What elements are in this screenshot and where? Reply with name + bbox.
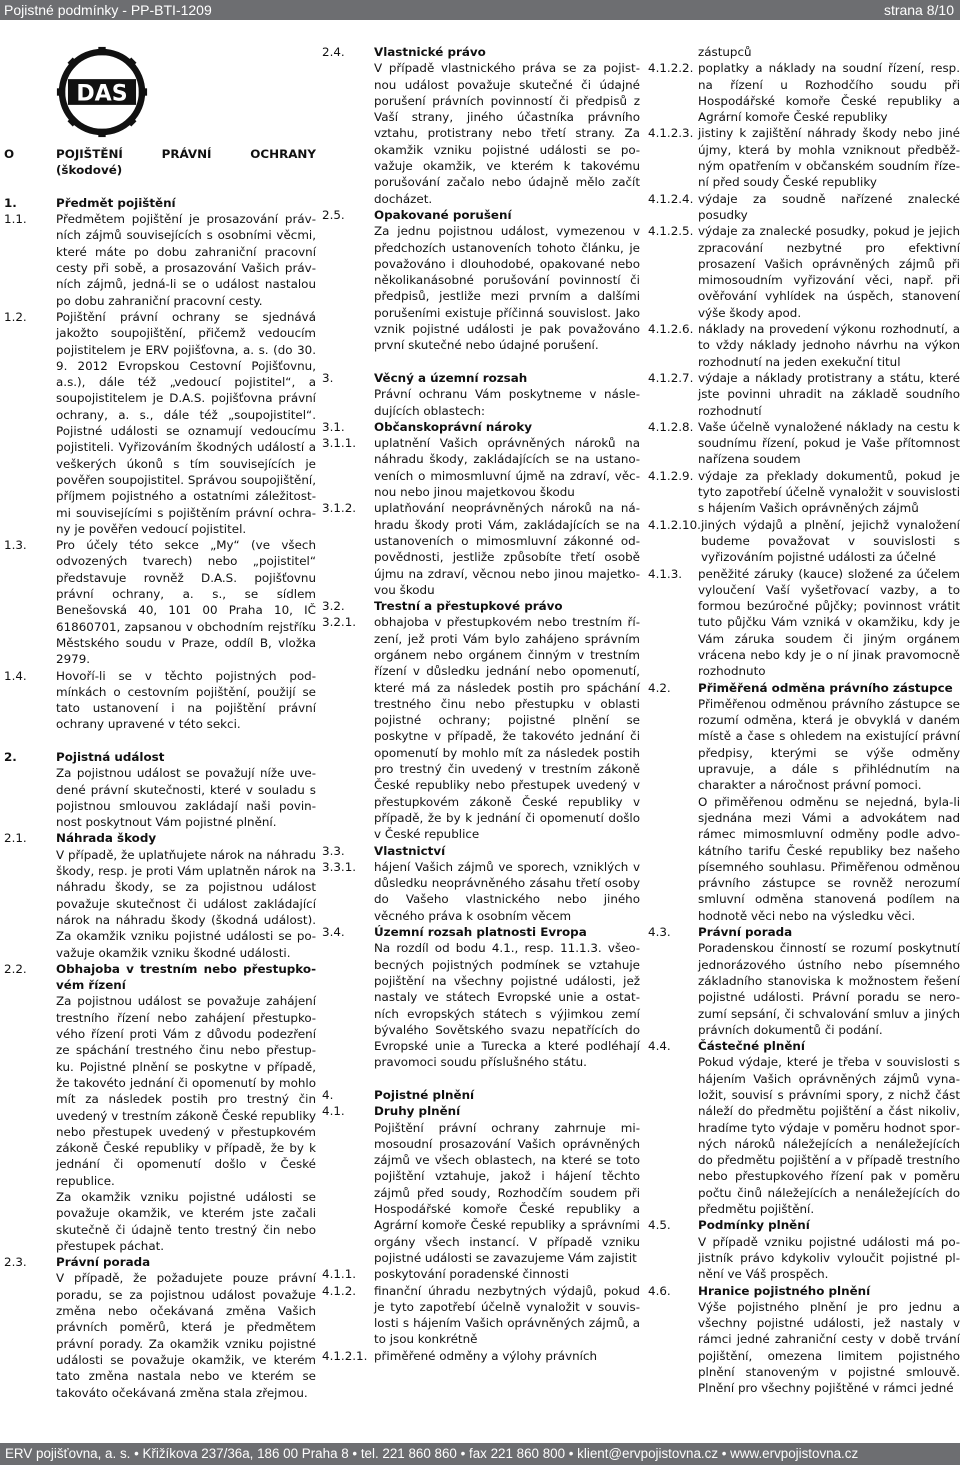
item-number: O: [4, 147, 15, 161]
item-number: [648, 1054, 698, 1217]
item-text: Druhy plnění: [374, 1104, 461, 1119]
section-heading: [4, 195, 316, 211]
item-text: Za okamžik vzniku pojistné události se považuje okamžik, ve kterém jste začali skutečně či údajně tento trestný čin nebo přestupek páchat.: [56, 1190, 316, 1253]
logo-text: DAS: [76, 81, 128, 107]
item-text: Podmínky plnění: [698, 1218, 810, 1233]
item-number: 4.1.2.5.: [648, 224, 694, 239]
item-text: Opakované porušení: [374, 207, 512, 222]
paragraph: [4, 668, 316, 733]
item-text: Hovoří-li se v těchto pojistných podmínkách o cestovním pojištění, použijí se tato ustanovení i na pojištění právní ochrany upravené v této sekci.: [56, 668, 316, 732]
page-number: strana 8/10: [883, 2, 954, 18]
document-title: Pojistné podmínky - PP-BTI-1209: [4, 2, 212, 18]
item-number: 4.2.: [648, 680, 671, 695]
item-number: 4.1.: [322, 1104, 345, 1119]
item-number: 2.2.: [4, 961, 27, 976]
item-number: 4.1.2.9.: [648, 468, 694, 483]
section-heading: [322, 924, 640, 940]
section-heading: [322, 44, 640, 60]
item-text: uplatnění Vašich oprávněných nároků na náhradu škody, zakládajících se na ustanoveních o mimosmluvní újmě na zdraví, věcnou nebo jinou majetkovou škodu: [374, 436, 640, 500]
column-middle: [322, 44, 640, 1364]
item-text: Za jednu pojistnou událost, vymezenou v předchozích ustanoveních tohoto článku, je považováno i dlouhodobé, opakované nebo několikanásobné porušování povinností či předpisů, jestliže mezi prvním a dalšími porušeními existuje příčinná souvislost. Jako vznik pojistné události je pak považováno první skutečné nebo údajné porušení.: [374, 224, 640, 353]
paragraph: [4, 765, 316, 830]
paragraph: [648, 60, 960, 125]
item-text: výdaje za znalecké posudky, pokud je jejich zpracování nezbytné pro efektivní prosazení Vašich oprávněných zájmů při mimosoudním vyřizování věci, např. při ověřování vyhlídek na úspěch, stanovení výše škody apod.: [698, 224, 960, 320]
item-text: Územní rozsah platnosti Evropa: [374, 925, 587, 940]
spacer: [322, 1071, 640, 1087]
section-heading: [322, 1103, 640, 1119]
section-heading: [322, 1087, 640, 1103]
item-number: 3.: [322, 370, 334, 385]
item-number: 4.1.1.: [322, 1267, 357, 1282]
section-heading: [648, 680, 960, 696]
paragraph: [648, 1234, 960, 1283]
item-text: Pojistná událost: [56, 749, 165, 764]
paragraph: [648, 321, 960, 370]
paragraph: [4, 537, 316, 667]
item-text: Obhajoba v trestním nebo přestupkovém řízení: [56, 961, 316, 993]
spacer: [4, 179, 316, 195]
item-number: [322, 223, 374, 353]
item-number: 2.3.: [4, 1255, 27, 1270]
item-text: Hranice pojistného plnění: [698, 1283, 871, 1298]
paragraph: [648, 44, 960, 60]
item-number: [648, 940, 698, 1038]
item-text: jiných výdajů a plnění, jejichž vynaložení budeme považovat v souvislosti s vyřizováním pojistné události za účelné: [700, 517, 960, 565]
item-number: 4.3.: [648, 925, 671, 940]
item-text: Věcný a územní rozsah: [374, 370, 528, 385]
paragraph: [648, 419, 960, 468]
item-number: 3.4.: [322, 925, 345, 940]
section-heading: [648, 1217, 960, 1233]
page-header: [0, 0, 960, 20]
item-text: O přiměřenou odměnu se nejedná, byla-li sjednána mezi Vámi a advokátem nad rámec mimosmluvní odměny podle advokátního tarifu České republiky bez našeho písemného souhlasu. Přiměřenou odměnou právního zástupce se rovněž nerozumí smluvní odměna stanovená podílem na hodnotě věci nebo na výsledku věci.: [698, 794, 960, 923]
section-heading: [4, 1254, 316, 1270]
spacer: [4, 733, 316, 749]
item-number: [648, 44, 698, 60]
item-text: peněžité záruky (kauce) složené za účelem vyloučení Vaší vyšetřovací vazby, a to formou bezúročné půjčky; povinnost vrátit tuto půjčku Vám vzniká v okamžiku, kdy je Vám záruka soudem či jiným orgánem vrácena nebo kdy je o ní jinak pravomocně rozhodnuto: [698, 566, 960, 679]
item-number: 3.1.2.: [322, 501, 357, 516]
item-number: 4.6.: [648, 1283, 671, 1298]
paragraph: [648, 125, 960, 190]
item-text: Pojištění právní ochrany zahrnuje mimosoudní prosazování Vašich oprávněných zájmů ve všech oblastech, na které se toto pojištění vztahuje, jakož i hájení těchto zájmů před soudy, Rozhodčím soudem při Hospodářské komoře České republiky a Agrární komoře České republiky a správními orgány všech instancí. V případě vzniku pojistné události se zavazujeme Vám zajistit: [374, 1120, 640, 1265]
item-number: 3.1.: [322, 419, 345, 434]
item-text: Za pojistnou událost se považují níže uvedené právní skutečnosti, které v souladu s pojistnou smlouvou zakládají naši povinnost poskytnout Vám pojistné plnění.: [56, 766, 316, 830]
item-text: Částečné plnění: [698, 1039, 805, 1054]
paragraph: [648, 223, 960, 321]
item-number: 4.1.2.8.: [648, 419, 694, 434]
item-text: jistiny k zajištění náhrady škody nebo jiné újmy, která by mohla vzniknout předběžným opatřením v občanském soudním řízení před soudy České republiky: [698, 126, 960, 190]
item-number: 4.1.3.: [648, 566, 683, 581]
item-text: výdaje za překlady dokumentů, pokud je tyto zapotřebí účelně vynaložit v souvislosti s hájením Vašich oprávněných zájmů: [698, 468, 960, 516]
footer-contact: ERV pojišťovna, a. s. • Křižíkova 237/36a, 186 00 Praha 8 • tel. 221 860 860 • fax 221 860 800 • klient@ervpojistovna.cz • www.ervpojistovna.cz: [5, 1446, 859, 1461]
item-number: 4.1.2.10.: [648, 517, 701, 532]
item-text: Trestní a přestupkové právo: [374, 599, 563, 614]
section-heading: [322, 843, 640, 859]
paragraph: [648, 794, 960, 924]
item-number: [322, 1120, 374, 1267]
item-number: 2.: [4, 749, 17, 764]
item-number: 1.3.: [4, 538, 27, 553]
item-text: uplatňování neoprávněných nároků na náhradu škody proti Vám, zakládajících se na ustanoveních o mimosmluvní zákonné odpovědnosti, jestliže způsobíte třetí osobě újmu na zdraví, věcnou nebo jinou majetkovou škodu: [374, 501, 640, 597]
item-text: Přiměřenou odměnou právního zástupce se rozumí odměna, která je obvyklá v daném místě a čase s ohledem na existující právní předpisy, kterými se výše odměny upravuje, a dále s přihlédnutím na charakter a náročnost právní pomoci.: [698, 696, 960, 793]
paragraph: [4, 847, 316, 961]
item-text: Výše pojistného plnění je pro jednu a všechny pojistné události, jež nastaly v rámci jedné zahraniční cesty v době trvání pojištění, omezena limitem pojistného plnění stanoveným v pojistné smlouvě. Plnění pro všechny pojištěné v rámci jedné: [698, 1299, 960, 1396]
item-number: 1.1.: [4, 212, 27, 227]
paragraph: [648, 1054, 960, 1217]
paragraph: [322, 223, 640, 353]
section-heading: [648, 1283, 960, 1299]
item-number: 4.1.2.1.: [322, 1348, 368, 1363]
paragraph: [322, 859, 640, 924]
item-text: Právní porada: [698, 925, 793, 940]
item-text: výdaje za soudně nařízené znalecké posudky: [698, 191, 960, 222]
paragraph: [322, 1283, 640, 1348]
paragraph: [648, 191, 960, 224]
item-text: obhajoba v přestupkovém nebo trestním řízení, jež proti Vám bylo zahájeno správním orgánem nebo orgánem činným v trestním řízení v důsledku jednání nebo opomenutí, které má za následek postih pro spáchání trestného činu nebo přestupku v oblasti pojistné ochrany; pojistné plnění se poskytne v případě, že takovéto jednání či opomenutí by mohlo mít za následek postih pro trestný čin uvedený v trestním zákoně České republiky nebo přestupek uvedený v přestupkovém zákoně České republiky v případě, že by k jednání či opomenutí došlo v České republice: [374, 615, 640, 842]
item-number: [4, 847, 56, 961]
item-number: [4, 1270, 56, 1400]
item-number: 4.4.: [648, 1039, 671, 1054]
paragraph: [322, 1120, 640, 1267]
section-heading: [322, 598, 640, 614]
item-text: Předmět pojištění: [56, 195, 176, 210]
paragraph: [648, 370, 960, 419]
paragraph: [322, 1348, 640, 1364]
item-number: [648, 1299, 698, 1397]
section-heading: [322, 419, 640, 435]
section-heading: [4, 146, 316, 179]
section-heading: [322, 370, 640, 386]
item-text: poskytování poradenské činnosti: [374, 1267, 569, 1282]
item-number: 3.2.1.: [322, 615, 357, 630]
section-heading: [648, 1038, 960, 1054]
item-text: přiměřené odměny a výlohy právních: [374, 1348, 598, 1363]
item-number: 3.3.: [322, 843, 345, 858]
item-text: Náhrada škody: [56, 831, 157, 846]
item-number: [648, 1234, 698, 1283]
paragraph: [648, 940, 960, 1038]
item-number: 4.1.2.6.: [648, 322, 694, 337]
item-text: Vlastnické právo: [374, 45, 486, 59]
item-number: 2.1.: [4, 831, 27, 846]
item-text: Poradenskou činností se rozumí poskytnutí jednorázového ústního nebo písemného základního stanoviska k možnostem řešení pojistné události. Právní poradu se nerozumí sepsání, či schvalování smluv a jiných právních dokumentů či podání.: [698, 941, 960, 1037]
spacer: [322, 354, 640, 370]
item-text: POJIŠTĚNÍ PRÁVNÍ OCHRANY (škodové): [56, 147, 316, 178]
paragraph: [648, 517, 960, 566]
item-number: 3.3.1.: [322, 859, 357, 874]
item-text: výdaje a náklady protistrany a státu, které jste povinni uhradit na základě soudního rozhodnutí: [698, 370, 960, 418]
paragraph: [4, 1270, 316, 1400]
item-number: [648, 794, 698, 924]
paragraph: [322, 614, 640, 842]
paragraph: [322, 386, 640, 419]
item-text: Občanskoprávní nároky: [374, 419, 533, 434]
section-heading: [648, 924, 960, 940]
column-right: [648, 44, 960, 1397]
item-number: [648, 696, 698, 794]
item-number: 2.4.: [322, 45, 345, 59]
paragraph: [648, 1299, 960, 1397]
paragraph: [322, 1266, 640, 1282]
item-number: 3.1.1.: [322, 436, 357, 451]
item-text: V případě, že požadujete pouze právní poradu, se za pojistnou událost považuje změna nebo očekávaná změna Vašich právních poměrů, která je předmětem právní porady. Za okamžik vzniku pojistné události se považuje okamžik, ve kterém tato změna nastala nebo ve kterém se takováto očekávaná změna stala zřejmou.: [56, 1271, 316, 1400]
paragraph: [322, 435, 640, 500]
item-text: poplatky a náklady na soudní řízení, resp. na řízení u Rozhodčího soudu při Hospodářské komoře České republiky a Agrární komoře České republiky: [698, 61, 960, 125]
paragraph: [322, 940, 640, 1070]
page-footer: [0, 1443, 960, 1465]
section-heading: [322, 207, 640, 223]
paragraph: [648, 468, 960, 517]
item-number: 4.1.2.2.: [648, 61, 694, 76]
paragraph: [322, 60, 640, 207]
item-number: [4, 993, 56, 1189]
item-text: V případě vzniku pojistné události má pojistník právo kdykoliv vyloučit pojistné plnění ve Váš prospěch.: [698, 1234, 960, 1282]
item-number: 3.2.: [322, 599, 345, 614]
item-number: 4.: [322, 1088, 334, 1102]
item-number: [4, 765, 56, 830]
das-logo: [56, 46, 148, 138]
item-number: 4.5.: [648, 1218, 671, 1233]
item-number: [322, 940, 374, 1070]
item-number: [4, 1189, 56, 1254]
item-text: zástupců: [698, 45, 752, 59]
item-text: Vaše účelně vynaložené náklady na cestu k soudnímu řízení, pokud je Vaše přítomnost nařízena soudem: [698, 419, 960, 467]
item-number: 1.: [4, 195, 17, 210]
item-text: Předmětem pojištění je prosazování právních zájmů souvisejících s osobními věcmi, které máte po dobu zahraniční pracovní cesty při sobě, a prosazování Vašich právních zájmů, jedná-li se o událost nastalou po dobu zahraniční pracovní cesty.: [56, 212, 316, 308]
item-text: Pojistné plnění: [374, 1088, 475, 1102]
section-heading: [4, 961, 316, 994]
item-text: finanční úhradu nezbytných výdajů, pokud je tyto zapotřebí účelně vynaložit v souvislosti s hájením Vašich oprávněných zájmů, a to jsou konkrétně: [374, 1283, 640, 1347]
item-number: 4.1.2.: [322, 1283, 357, 1298]
item-text: Pro účely této sekce „My“ (ve všech odvozených tvarech) nebo „pojistitel“ představuje rovněž D.A.S. pojišťovnu právní ochrany, a. s., se sídlem Benešovská 40, 101 00 Praha 10, IČ 61860701, zapsanou v obchodním rejstříku Městského soudu v Praze, oddíl B, vložka 2979.: [56, 538, 316, 667]
item-text: Pokud výdaje, které je třeba v souvislosti s hájením Vašich oprávněných zájmů vynaložit, souvisí s právními spory, z nichž část náleží do předmětu pojištění a část nikoliv, hradíme tyto výdaje v poměru hodnot sporných nároků náležejících a nenáležejících do předmětu pojištění a v případě trestního nebo přestupkového řízení pak v poměru počtu činů náležejících a nenáležejících do předmětu pojištění.: [698, 1055, 960, 1217]
paragraph: [322, 500, 640, 598]
item-text: Právní porada: [56, 1255, 151, 1270]
paragraph: [4, 309, 316, 537]
item-text: Přiměřená odměna právního zástupce: [698, 680, 953, 695]
paragraph: [4, 1189, 316, 1254]
item-number: 4.1.2.3.: [648, 126, 694, 141]
paragraph: [648, 566, 960, 680]
item-number: 4.1.2.4.: [648, 191, 694, 206]
item-number: 2.5.: [322, 207, 345, 222]
item-text: hájení Vašich zájmů ve sporech, vzniklých v důsledku neoprávněného zásahu třetí osoby do Vašeho vlastnického nebo jiného věcného práva k osobním věcem: [374, 859, 640, 923]
item-number: [322, 60, 374, 207]
section-heading: [4, 749, 316, 765]
item-text: Právní ochranu Vám poskytneme v následujících oblastech:: [374, 387, 640, 418]
item-text: Za pojistnou událost se považuje zahájení trestního řízení nebo zahájení přestupkového řízení proti Vám z důvodu podezření ze spáchání trestného činu nebo přestupku. Pojistné plnění se poskytne v případě, že takovéto jednání či opomenutí by mohlo mít za následek postih pro trestný čin uvedený v trestním zákoně České republiky nebo přestupek uvedený v přestupkovém zákoně České republiky v případě, že by k jednání či opomenutí došlo v České republice.: [56, 994, 316, 1188]
item-text: Na rozdíl od bodu 4.1., resp. 11.1.3. všeobecných pojistných podmínek se vztahuje pojištění na všechny pojistné události, jež nastaly ve státech Evropské unie a ostatních evropských státech s výjimkou zemí bývalého Sovětského svazu nepatřících do Evropské unie a Turecka a které podléhají pravomoci soudu příslušného státu.: [374, 941, 640, 1070]
section-heading: [4, 830, 316, 846]
item-number: [322, 386, 374, 419]
column-left: [4, 146, 316, 1401]
item-text: Vlastnictví: [374, 843, 446, 858]
item-number: 1.2.: [4, 309, 27, 324]
item-number: 1.4.: [4, 668, 27, 683]
item-number: 4.1.2.7.: [648, 370, 694, 385]
paragraph: [4, 211, 316, 309]
item-text: V případě vlastnického práva se za pojistnou událost považuje skutečné či údajné porušení právních povinností či předpisů z Vaší strany, jiného účastníka právního vztahu, protistrany nebo třetí strany. Za okamžik vzniku pojistné události se považuje okamžik, ve kterém k takovému porušování začalo nebo údajně mělo začít docházet.: [374, 61, 640, 206]
paragraph: [648, 696, 960, 794]
item-text: náklady na provedení výkonu rozhodnutí, a to vždy náklady jednoho návrhu na výkon rozhodnutí na jeden exekuční titul: [698, 322, 960, 369]
item-text: V případě, že uplatňujete nárok na náhradu škody, resp. je proti Vám uplatněn nárok na náhradu škody, se za pojistnou událost považuje skutečnost či událost zakládající nárok na náhradu škody (škodná událost). Za okamžik vzniku pojistné události se považuje okamžik vzniku škodné události.: [56, 847, 316, 960]
item-text: Pojištění právní ochrany se sjednává jakožto soupojištění, přičemž vedoucím pojistitelem je ERV pojišťovna, a. s. (do 30. 9. 2012 Evropskou Cestovní Pojišťovnu, a.s.), dále též „vedoucí pojistitel“, a soupojistitelem je D.A.S. pojišťovna právní ochrany, a. s., dále též „soupojistitel“. Pojistné události se oznamují vedoucímu pojistiteli. Vyřizováním škodných událostí a veškerých úkonů s tím souvisejících je pověřen soupojistitel. Správou soupojištění, příjmem pojistného a ostatními záležitostmi souvisejícími s pojištěním právní ochrany je pověřen vedoucí pojistitel.: [56, 309, 316, 536]
paragraph: [4, 993, 316, 1189]
